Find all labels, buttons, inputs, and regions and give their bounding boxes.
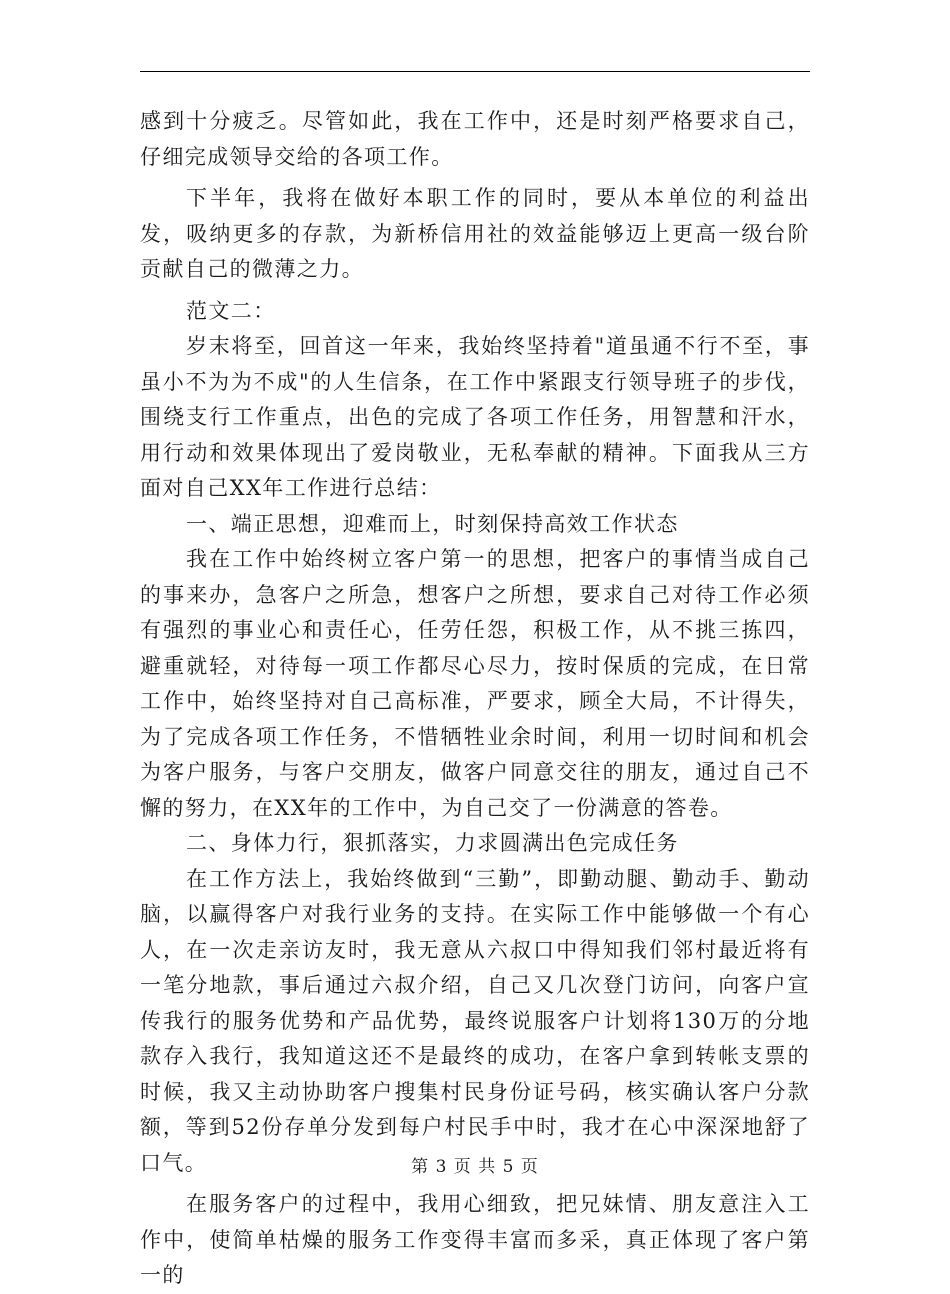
paragraph-intro: 岁末将至，回首这一年来，我始终坚持着"道虽通不行不至，事虽小不为为不成"的人生信条，在工作中紧跟支行领导班子的步伐，围绕支行工作重点，出色的完成了各项工作任务，用智慧和汗水，用行动和效果体现出了爱岗敬业，无私奉献的精神。下面我从三方面对自己XX年工作进行总结： — [140, 334, 810, 500]
header-rule — [140, 71, 810, 72]
page-number: 第 3 页 共 5 页 — [411, 1157, 539, 1177]
paragraph-second-half-plan: 下半年，我将在做好本职工作的同时，要从本单位的利益出发，吸纳更多的存款，为新桥信用社的效益能够迈上更高一级台阶贡献自己的微薄之力。 — [140, 186, 810, 281]
paragraph-section-1: 我在工作中始终树立客户第一的思想，把客户的事情当成自己的事来办，急客户之所急，想客户之所想，要求自己对待工作必须有强烈的事业心和责任心，任劳任怨，积极工作，从不挑三拣四，避重就轻，对待每一项工作都尽心尽力，按时保质的完成，在日常工作中，始终坚持对自己高标准，严要求，顾全大局，不计得失，为了完成各项工作任务，不惜牺牲业余时间，利用一切时间和机会为客户服务，与客户交朋友，做客户同意交往的朋友，通过自己不懈的努力，在XX年的工作中，为自己交了一份满意的答卷。 — [140, 547, 810, 820]
paragraph-section-2: 在工作方法上，我始终做到“三勤”，即勤动腿、勤动手、勤动脑，以赢得客户对我行业务的支持。在实际工作中能够做一个有心人，在一次走亲访友时，我无意从六叔口中得知我们邻村最近将有一笔分地款，事后通过六叔介绍，自己又几次登门访问，向客户宣传我行的服务优势和产品优势，最终说服客户计划将130万的分地款存入我行，我知道这还不是最终的成功，在客户拿到转帐支票的时候，我又主动协助客户搜集村民身份证号码，核实确认客户分款额，等到52份存单分发到每户村民手中时，我才在心中深深地舒了口气。 — [140, 866, 810, 1175]
paragraph-continuation: 感到十分疲乏。尽管如此，我在工作中，还是时刻严格要求自己，仔细完成领导交给的各项工作。 — [140, 109, 810, 169]
paragraph-service: 在服务客户的过程中，我用心细致，把兄妹情、朋友意注入工作中，使简单枯燥的服务工作变得丰富而多采，真正体现了客户第一的 — [140, 1192, 810, 1287]
section-heading-1: 一、端正思想，迎难而上，时刻保持高效工作状态 — [186, 511, 679, 536]
section-heading-2: 二、身体力行，狠抓落实，力求圆满出色完成任务 — [186, 831, 679, 855]
sample-heading: 范文二： — [186, 298, 276, 323]
document-body — [140, 104, 810, 1294]
